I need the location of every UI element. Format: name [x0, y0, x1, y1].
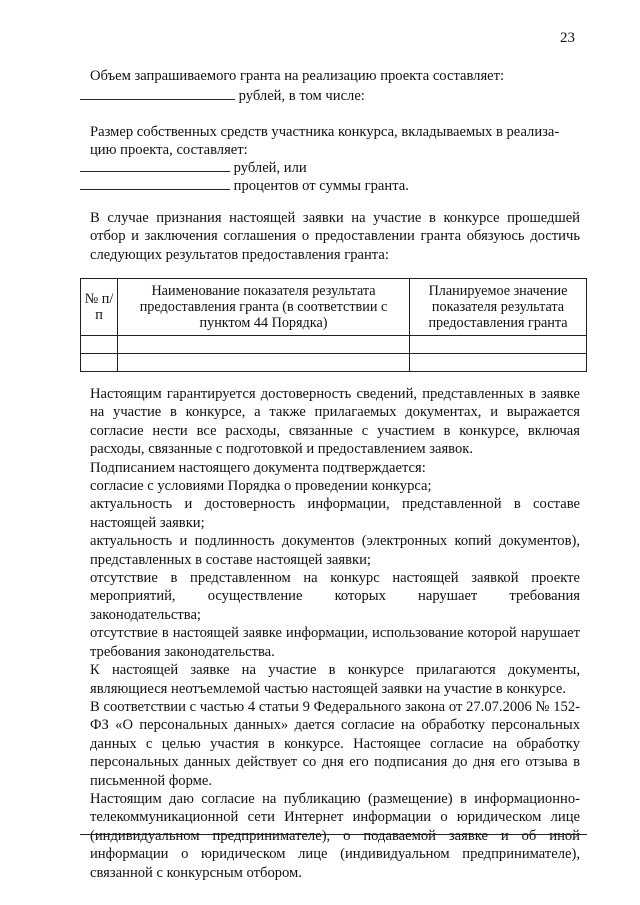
table-header-row: [81, 279, 587, 336]
grant-amount-line: Объем запрашиваемого гранта на реализацию проекта составляет:: [90, 68, 505, 84]
own-funds-pct-line: [80, 177, 409, 194]
table-header-indicator: Наименование показателя результата предоставления гранта (в соответствии с пунктом 44 Порядка): [118, 279, 410, 336]
commitment-text: В случае признания настоящей заявки на участие в конкурсе прошедшей отбор и заключения соглашения о предоставлении гранта обязуюсь достичь следующих результатов предоставления гранта:: [90, 210, 580, 263]
paragraph-guarantee: Настоящим гарантируется достоверность сведений, представленных в заявке на участие в конкурсе, а также прилагаемых документах, и выражается согласие нести все расходы, связанные с участием в конкурсе, включая расходы, связанные с подготовкой и предоставлением заявок.: [90, 386, 580, 458]
results-table: [80, 278, 587, 372]
table-header-planned-value: Планируемое значение показателя результата предоставления гранта: [410, 279, 587, 336]
own-funds-rub-suffix: рублей, или: [233, 160, 307, 176]
paragraph-information-accuracy: актуальность и достоверность информации, представленной в составе настоящей заявки;: [90, 496, 580, 531]
paragraph-personal-data-consent: В соответствии с частью 4 статьи 9 Федерального закона от 27.07.2006 № 152-ФЗ «О персональных данных» дается согласие на обработку персональных данных с целью участия в конкурсе. Настоящее согласие на обработку персональных данных действует со дня его подписания до дня его отзыва в письменной форме.: [90, 698, 580, 789]
table-cell: [410, 336, 587, 354]
own-funds-rub-blank: [80, 159, 230, 172]
own-funds-rub-line: [80, 159, 307, 176]
grant-amount-fill-line: [80, 87, 365, 104]
table-cell: [118, 336, 410, 354]
bottom-divider: [80, 834, 587, 835]
table-cell: [118, 354, 410, 372]
paragraph-documents-authenticity: актуальность и подлинность документов (электронных копий документов), представленных в составе настоящей заявки;: [90, 533, 580, 568]
paragraph-signing-confirms: Подписанием настоящего документа подтверждается:: [90, 459, 426, 476]
paragraph-publication-consent: Настоящим даю согласие на публикацию (размещение) в информационно-телекоммуникационной сети Интернет информации о юридическом лице (индивидуальном предпринимателе), о подаваемой заявке и об иной информации о юридическом лице (индивидуальном предпринимателе), связанной с конкурсным отбором.: [90, 790, 580, 881]
paragraph-no-illegal-information: отсутствие в настоящей заявке информации, использование которой нарушает требования законодательства.: [90, 625, 580, 660]
table-cell: [410, 354, 587, 372]
own-funds-pct-blank: [80, 177, 230, 190]
table-cell: [81, 336, 118, 354]
paragraph-no-illegal-activities: отсутствие в представленном на конкурс настоящей заявкой проекте мероприятий, осуществление которых нарушает требования законодательства;: [90, 570, 580, 623]
own-funds-line-2: цию проекта, составляет:: [90, 142, 248, 158]
own-funds-line-1: Размер собственных средств участника конкурса, вкладываемых в реализа-: [90, 124, 560, 140]
declaration-body: [90, 385, 580, 882]
table-header-number: № п/п: [81, 279, 118, 336]
own-funds-pct-suffix: процентов от суммы гранта.: [233, 178, 409, 194]
table-row: [81, 354, 587, 372]
table-row: [81, 336, 587, 354]
commitment-paragraph: [90, 209, 580, 264]
table-cell: [81, 354, 118, 372]
grant-amount-suffix: рублей, в том числе:: [238, 88, 365, 104]
grant-amount-blank: [80, 87, 235, 100]
paragraph-attached-documents: К настоящей заявке на участие в конкурсе прилагаются документы, являющиеся неотъемлемой частью настоящей заявки на участие в конкурсе.: [90, 662, 580, 697]
page-number: 23: [560, 30, 575, 46]
paragraph-agreement-terms: согласие с условиями Порядка о проведении конкурса;: [90, 478, 432, 495]
